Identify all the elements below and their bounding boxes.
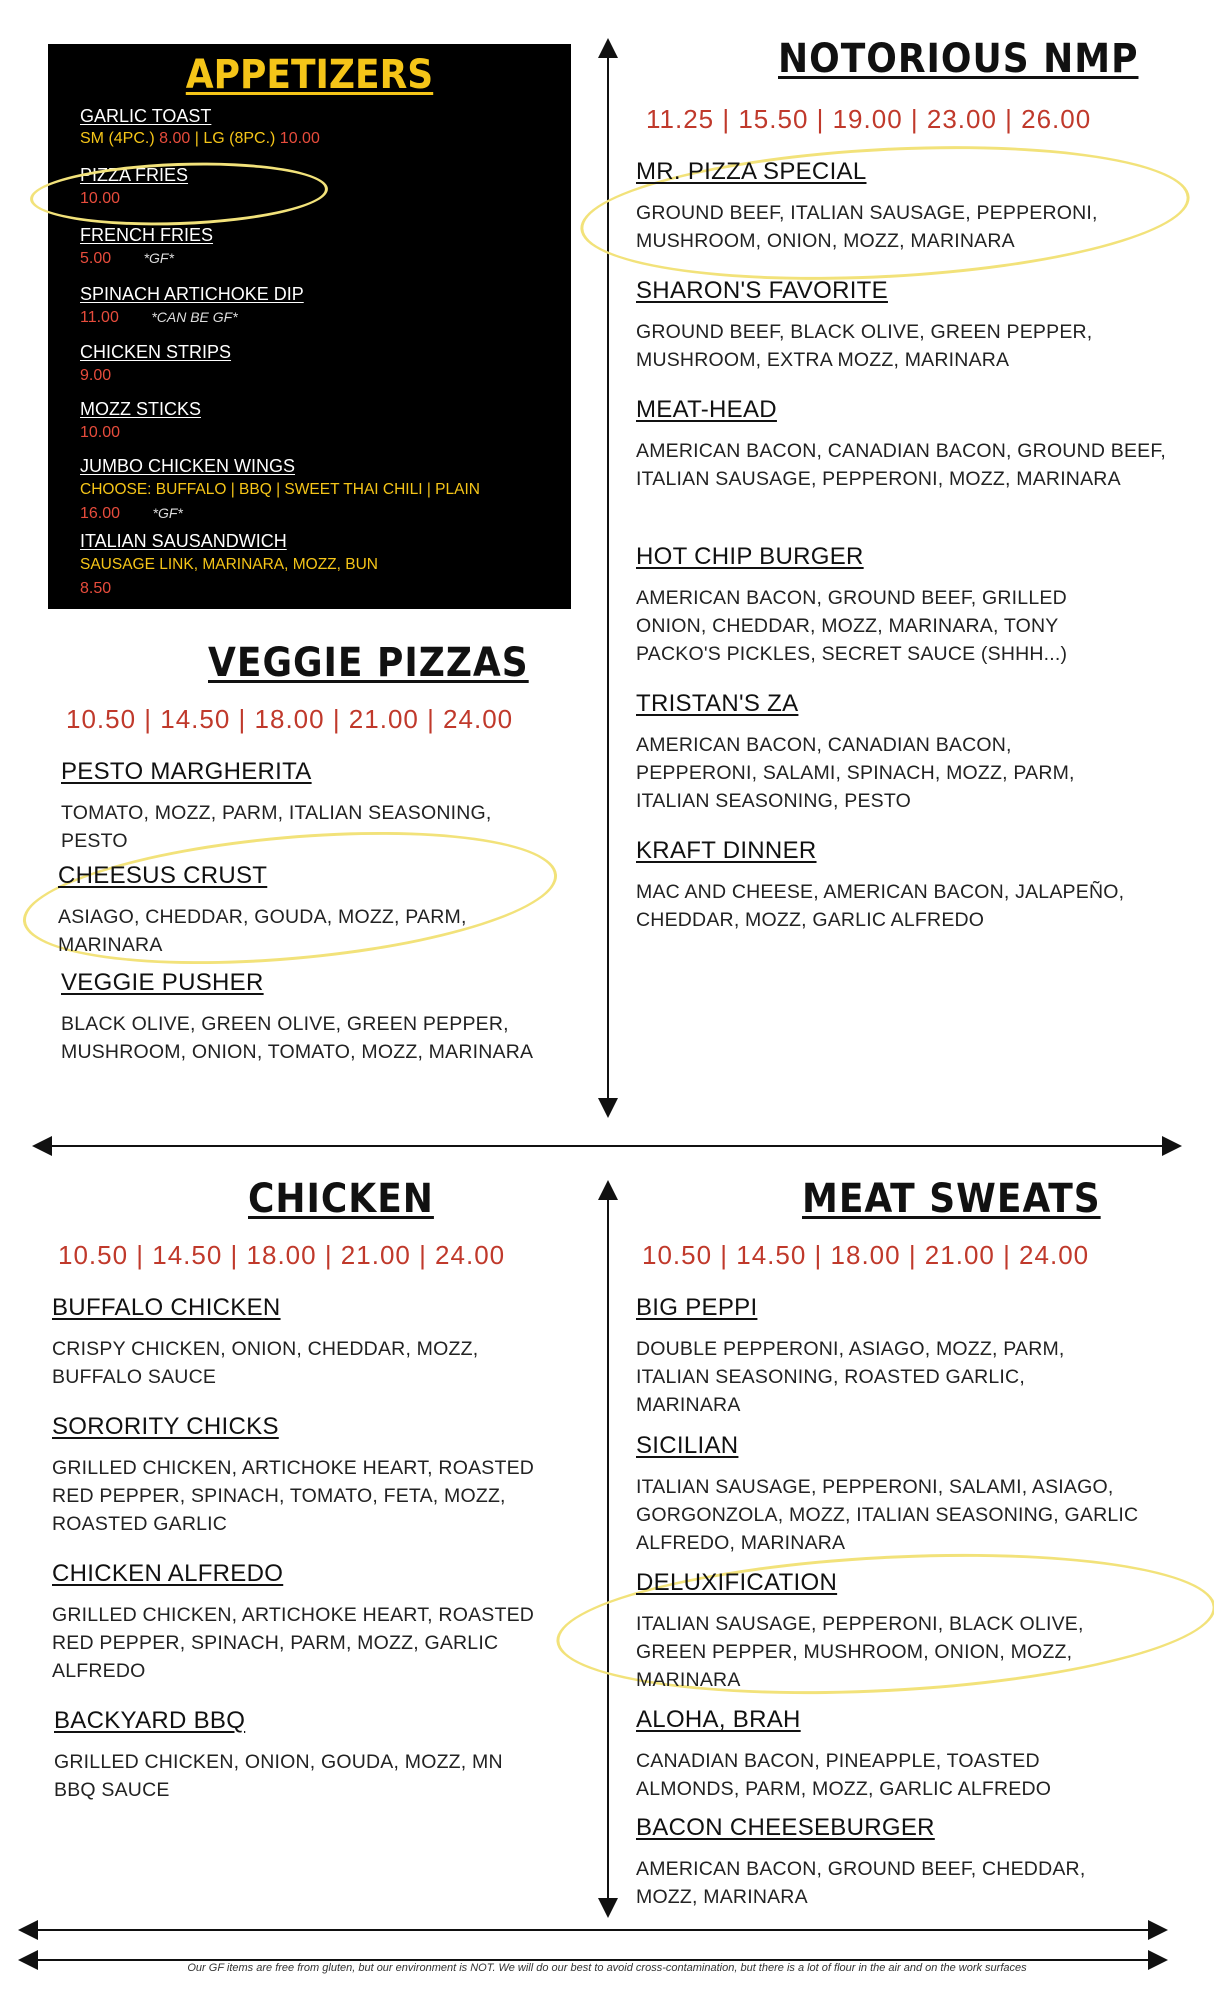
wings-gf-note: *GF* [152, 505, 183, 521]
meat-item-3-name: ALOHA, BRAH [636, 1706, 801, 1733]
veggie-item-0-name: PESTO MARGHERITA [61, 758, 312, 785]
notorious-item-0-name: MR. PIZZA SPECIAL [636, 158, 867, 185]
notorious-item-4-name: TRISTAN'S ZA [636, 690, 799, 717]
meat-item-0-desc: DOUBLE PEPPERONI, ASIAGO, MOZZ, PARM, ITALIAN SEASONING, ROASTED GARLIC, MARINARA [636, 1338, 1065, 1416]
notorious-item-4-desc: AMERICAN BACON, CANADIAN BACON, PEPPERONI, SALAMI, SPINACH, MOZZ, PARM, ITALIAN SEASONING, PESTO [636, 734, 1075, 812]
french-fries-name: FRENCH FRIES [80, 225, 214, 245]
appetizers-box [48, 44, 571, 609]
notorious-prices: 11.25 | 15.50 | 19.00 | 23.00 | 26.00 [646, 104, 1092, 134]
meat-item-1-desc: ITALIAN SAUSAGE, PEPPERONI, SALAMI, ASIAGO, GORGONZOLA, MOZZ, ITALIAN SEASONING, GARLIC ALFREDO, MARINARA [636, 1476, 1139, 1554]
wings-price: 16.00 [80, 505, 121, 522]
spinach-dip-gf-note: *CAN BE GF* [151, 309, 238, 325]
meat-item-0-name: BIG PEPPI [636, 1294, 758, 1321]
chicken-item-3-name: BACKYARD BBQ [54, 1707, 246, 1734]
pizza-fries-price: 10.00 [80, 190, 121, 207]
gluten-footnote: Our GF items are free from gluten, but our environment is NOT. We will do our best to avoid cross-contamination, but there is a lot of flour in the air and on the work surfaces [187, 1962, 1027, 1974]
notorious-item-0-desc: GROUND BEEF, ITALIAN SAUSAGE, PEPPERONI, MUSHROOM, ONION, MOZZ, MARINARA [636, 202, 1098, 252]
chicken-item-0-name: BUFFALO CHICKEN [52, 1294, 281, 1321]
appetizers-title: APPETIZERS [185, 52, 434, 98]
wings-choose: CHOOSE: BUFFALO | BBQ | SWEET THAI CHILI | PLAIN [80, 481, 480, 498]
chicken-prices: 10.50 | 14.50 | 18.00 | 21.00 | 24.00 [58, 1240, 506, 1270]
spinach-dip-name: SPINACH ARTICHOKE DIP [80, 284, 304, 304]
french-fries-gf-note: *GF* [143, 250, 174, 266]
garlic-toast-separator: | [194, 130, 199, 147]
notorious-item-5-name: KRAFT DINNER [636, 837, 817, 864]
notorious-item-1-desc: GROUND BEEF, BLACK OLIVE, GREEN PEPPER, MUSHROOM, EXTRA MOZZ, MARINARA [636, 321, 1093, 371]
garlic-toast-prices [80, 130, 320, 148]
notorious-item-3-desc: AMERICAN BACON, GROUND BEEF, GRILLED ONION, CHEDDAR, MOZZ, MARINARA, TONY PACKO'S PICKLES, SECRET SAUCE (SHHH...) [636, 587, 1068, 665]
italian-sausandwich-name: ITALIAN SAUSANDWICH [80, 531, 287, 551]
meat-item-4-name: BACON CHEESEBURGER [636, 1814, 935, 1841]
notorious-item-1-name: SHARON'S FAVORITE [636, 277, 888, 304]
chicken-item-2-desc: GRILLED CHICKEN, ARTICHOKE HEART, ROASTED RED PEPPER, SPINACH, PARM, MOZZ, GARLIC ALFREDO [52, 1604, 535, 1682]
notorious-item-2-desc: AMERICAN BACON, CANADIAN BACON, GROUND BEEF, ITALIAN SAUSAGE, PEPPERONI, MOZZ, MARINARA [636, 440, 1166, 490]
wings-name: JUMBO CHICKEN WINGS [80, 456, 296, 476]
spinach-dip-price-row [80, 309, 238, 327]
chicken-title: CHICKEN [248, 1176, 434, 1222]
veggie-title: VEGGIE PIZZAS [208, 640, 529, 686]
meat-item-1-name: SICILIAN [636, 1432, 739, 1459]
veggie-item-2-desc: BLACK OLIVE, GREEN OLIVE, GREEN PEPPER, MUSHROOM, ONION, TOMATO, MOZZ, MARINARA [61, 1013, 534, 1063]
mozz-sticks-price: 10.00 [80, 424, 121, 441]
chicken-item-0-desc: CRISPY CHICKEN, ONION, CHEDDAR, MOZZ, BUFFALO SAUCE [52, 1338, 479, 1388]
italian-sausandwich-desc: SAUSAGE LINK, MARINARA, MOZZ, BUN [80, 556, 378, 573]
mozz-sticks-name: MOZZ STICKS [80, 399, 201, 419]
chicken-strips-price: 9.00 [80, 367, 112, 384]
italian-sausandwich-price: 8.50 [80, 580, 112, 597]
veggie-item-0-desc: TOMATO, MOZZ, PARM, ITALIAN SEASONING, PESTO [61, 802, 492, 852]
veggie-item-1-name: CHEESUS CRUST [58, 862, 268, 889]
pizza-fries-name: PIZZA FRIES [80, 165, 189, 185]
garlic-toast-name: GARLIC TOAST [80, 106, 212, 126]
french-fries-price-row [80, 250, 174, 268]
garlic-toast-sm-label: SM (4PC.) [80, 130, 155, 147]
chicken-item-3-desc: GRILLED CHICKEN, ONION, GOUDA, MOZZ, MN BBQ SAUCE [54, 1751, 503, 1801]
notorious-item-3-name: HOT CHIP BURGER [636, 543, 864, 570]
wings-price-row [80, 505, 183, 523]
meat-item-3-desc: CANADIAN BACON, PINEAPPLE, TOASTED ALMONDS, PARM, MOZZ, GARLIC ALFREDO [636, 1750, 1052, 1800]
meat-prices: 10.50 | 14.50 | 18.00 | 21.00 | 24.00 [642, 1240, 1090, 1270]
meat-item-2-name: DELUXIFICATION [636, 1569, 838, 1596]
meat-item-2-desc: ITALIAN SAUSAGE, PEPPERONI, BLACK OLIVE, GREEN PEPPER, MUSHROOM, ONION, MOZZ, MARINARA [636, 1613, 1084, 1691]
veggie-item-2-name: VEGGIE PUSHER [61, 969, 264, 996]
notorious-item-5-desc: MAC AND CHEESE, AMERICAN BACON, JALAPEÑO, CHEDDAR, MOZZ, GARLIC ALFREDO [636, 881, 1125, 931]
spinach-dip-price: 11.00 [80, 309, 119, 326]
chicken-item-2-name: CHICKEN ALFREDO [52, 1560, 284, 1587]
veggie-item-1-desc: ASIAGO, CHEDDAR, GOUDA, MOZZ, PARM, MARINARA [58, 906, 467, 956]
notorious-title: NOTORIOUS NMP [778, 36, 1139, 82]
chicken-item-1-desc: GRILLED CHICKEN, ARTICHOKE HEART, ROASTED RED PEPPER, SPINACH, TOMATO, FETA, MOZZ, ROASTED GARLIC [52, 1457, 535, 1535]
meat-title: MEAT SWEATS [802, 1176, 1101, 1222]
veggie-prices: 10.50 | 14.50 | 18.00 | 21.00 | 24.00 [66, 704, 514, 734]
garlic-toast-sm-price: 8.00 [159, 130, 191, 147]
garlic-toast-lg-price: 10.00 [279, 130, 320, 147]
french-fries-price: 5.00 [80, 250, 112, 267]
garlic-toast-lg-label: LG (8PC.) [203, 130, 276, 147]
notorious-item-2-name: MEAT-HEAD [636, 396, 777, 423]
chicken-strips-name: CHICKEN STRIPS [80, 342, 232, 362]
meat-item-4-desc: AMERICAN BACON, GROUND BEEF, CHEDDAR, MOZZ, MARINARA [636, 1858, 1086, 1908]
chicken-item-1-name: SORORITY CHICKS [52, 1413, 279, 1440]
